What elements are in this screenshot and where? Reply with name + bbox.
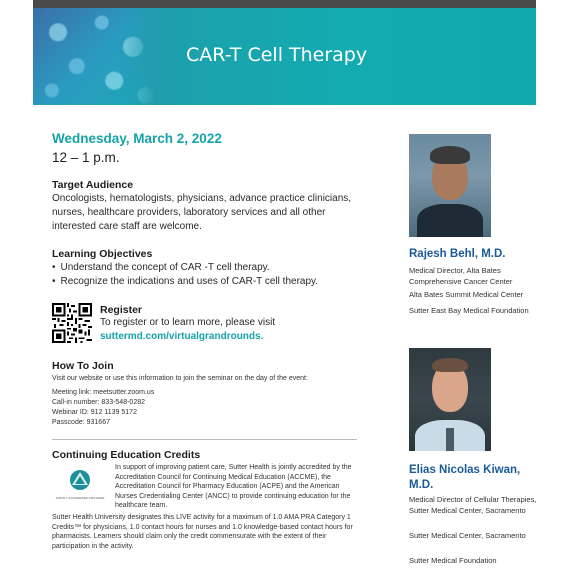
speaker-role: Medical Director, Alta Bates Comprehensive Cancer Center: [409, 266, 513, 286]
ce-text-2: Sutter Health University designates this LIVE activity for a maximum of 1.0 AMA PRA Category 1 Credits™ for physicians, 1.0 contact hours for nurses and 1.0 knowledge-based contact hours for pharmacists. Learners should claim only the credit commensurate with the extent of their participation in the activity.: [52, 514, 353, 550]
join-details: [52, 388, 154, 428]
speaker-hair: [432, 358, 468, 372]
register-heading: Register: [100, 304, 143, 316]
list-item: • Understand the concept of CAR -T cell therapy.: [52, 261, 318, 275]
how-to-join-intro: Visit our website or use this information to join the seminar on the day of the event:: [52, 375, 308, 382]
speaker-role: Sutter Medical Foundation: [409, 556, 497, 565]
top-bar: [33, 0, 536, 8]
speaker-role: Alta Bates Summit Medical Center: [409, 290, 524, 299]
target-audience-heading: Target Audience: [52, 179, 134, 191]
speaker-role: Sutter East Bay Medical Foundation: [409, 306, 529, 315]
speaker-photo: [409, 134, 491, 237]
banner: [33, 8, 536, 105]
ce-text-1: In support of improving patient care, Sutter Health is jointly accredited by the Accreditation Council for Continuing Medical Education (ACCME), the Accreditation Council for Pharmacy Education (ACPE) and the American Nurses Credentialing Center (ANCC) to provide continuing education for the healthcare team.: [115, 464, 352, 509]
speaker-name: Elias Nicolas Kiwan, M.D.: [409, 464, 521, 491]
logo-caption: JOINTLY ACCREDITED PROVIDER: [55, 496, 105, 500]
target-audience-text: Oncologists, hematologists, physicians, advance practice clinicians, nurses, healthcare providers, laboratory services and all other interested care staff are welcome.: [52, 193, 352, 232]
how-to-join-heading: How To Join: [52, 360, 114, 372]
learning-objectives-list: [52, 261, 318, 289]
event-date: Wednesday, March 2, 2022: [52, 131, 222, 146]
speaker-shirt: [417, 204, 483, 237]
passcode: Passcode: 931667: [52, 419, 110, 426]
speaker-name: Rajesh Behl, M.D.: [409, 248, 506, 260]
speaker-tie: [446, 428, 454, 451]
banner-title: CAR-T Cell Therapy: [186, 44, 368, 66]
banner-image: [33, 8, 158, 105]
speaker-photo: [409, 348, 491, 451]
speaker-role: Sutter Medical Center, Sacramento: [409, 531, 526, 540]
learning-objectives-heading: Learning Objectives: [52, 248, 153, 260]
register-text: To register or to learn more, please visit: [100, 317, 276, 328]
divider: [52, 439, 357, 440]
meeting-link[interactable]: Meeting link: meetsutter.zoom.us: [52, 389, 155, 396]
event-time: 12 – 1 p.m.: [52, 150, 120, 165]
speaker-role: Medical Director of Cellular Therapies, Sutter Medical Center, Sacramento: [409, 495, 537, 515]
ce-heading: Continuing Education Credits: [52, 449, 201, 461]
speaker-hair: [430, 146, 470, 164]
call-in-number: Call-in number: 833-548-0282: [52, 399, 145, 406]
register-link[interactable]: suttermd.com/virtualgrandrounds.: [100, 331, 264, 342]
qr-code-icon[interactable]: [52, 303, 92, 343]
webinar-id: Webinar ID: 912 1139 5172: [52, 409, 137, 416]
jointly-accredited-logo-icon: [55, 469, 105, 503]
list-item: • Recognize the indications and uses of CAR-T cell therapy.: [52, 275, 318, 289]
